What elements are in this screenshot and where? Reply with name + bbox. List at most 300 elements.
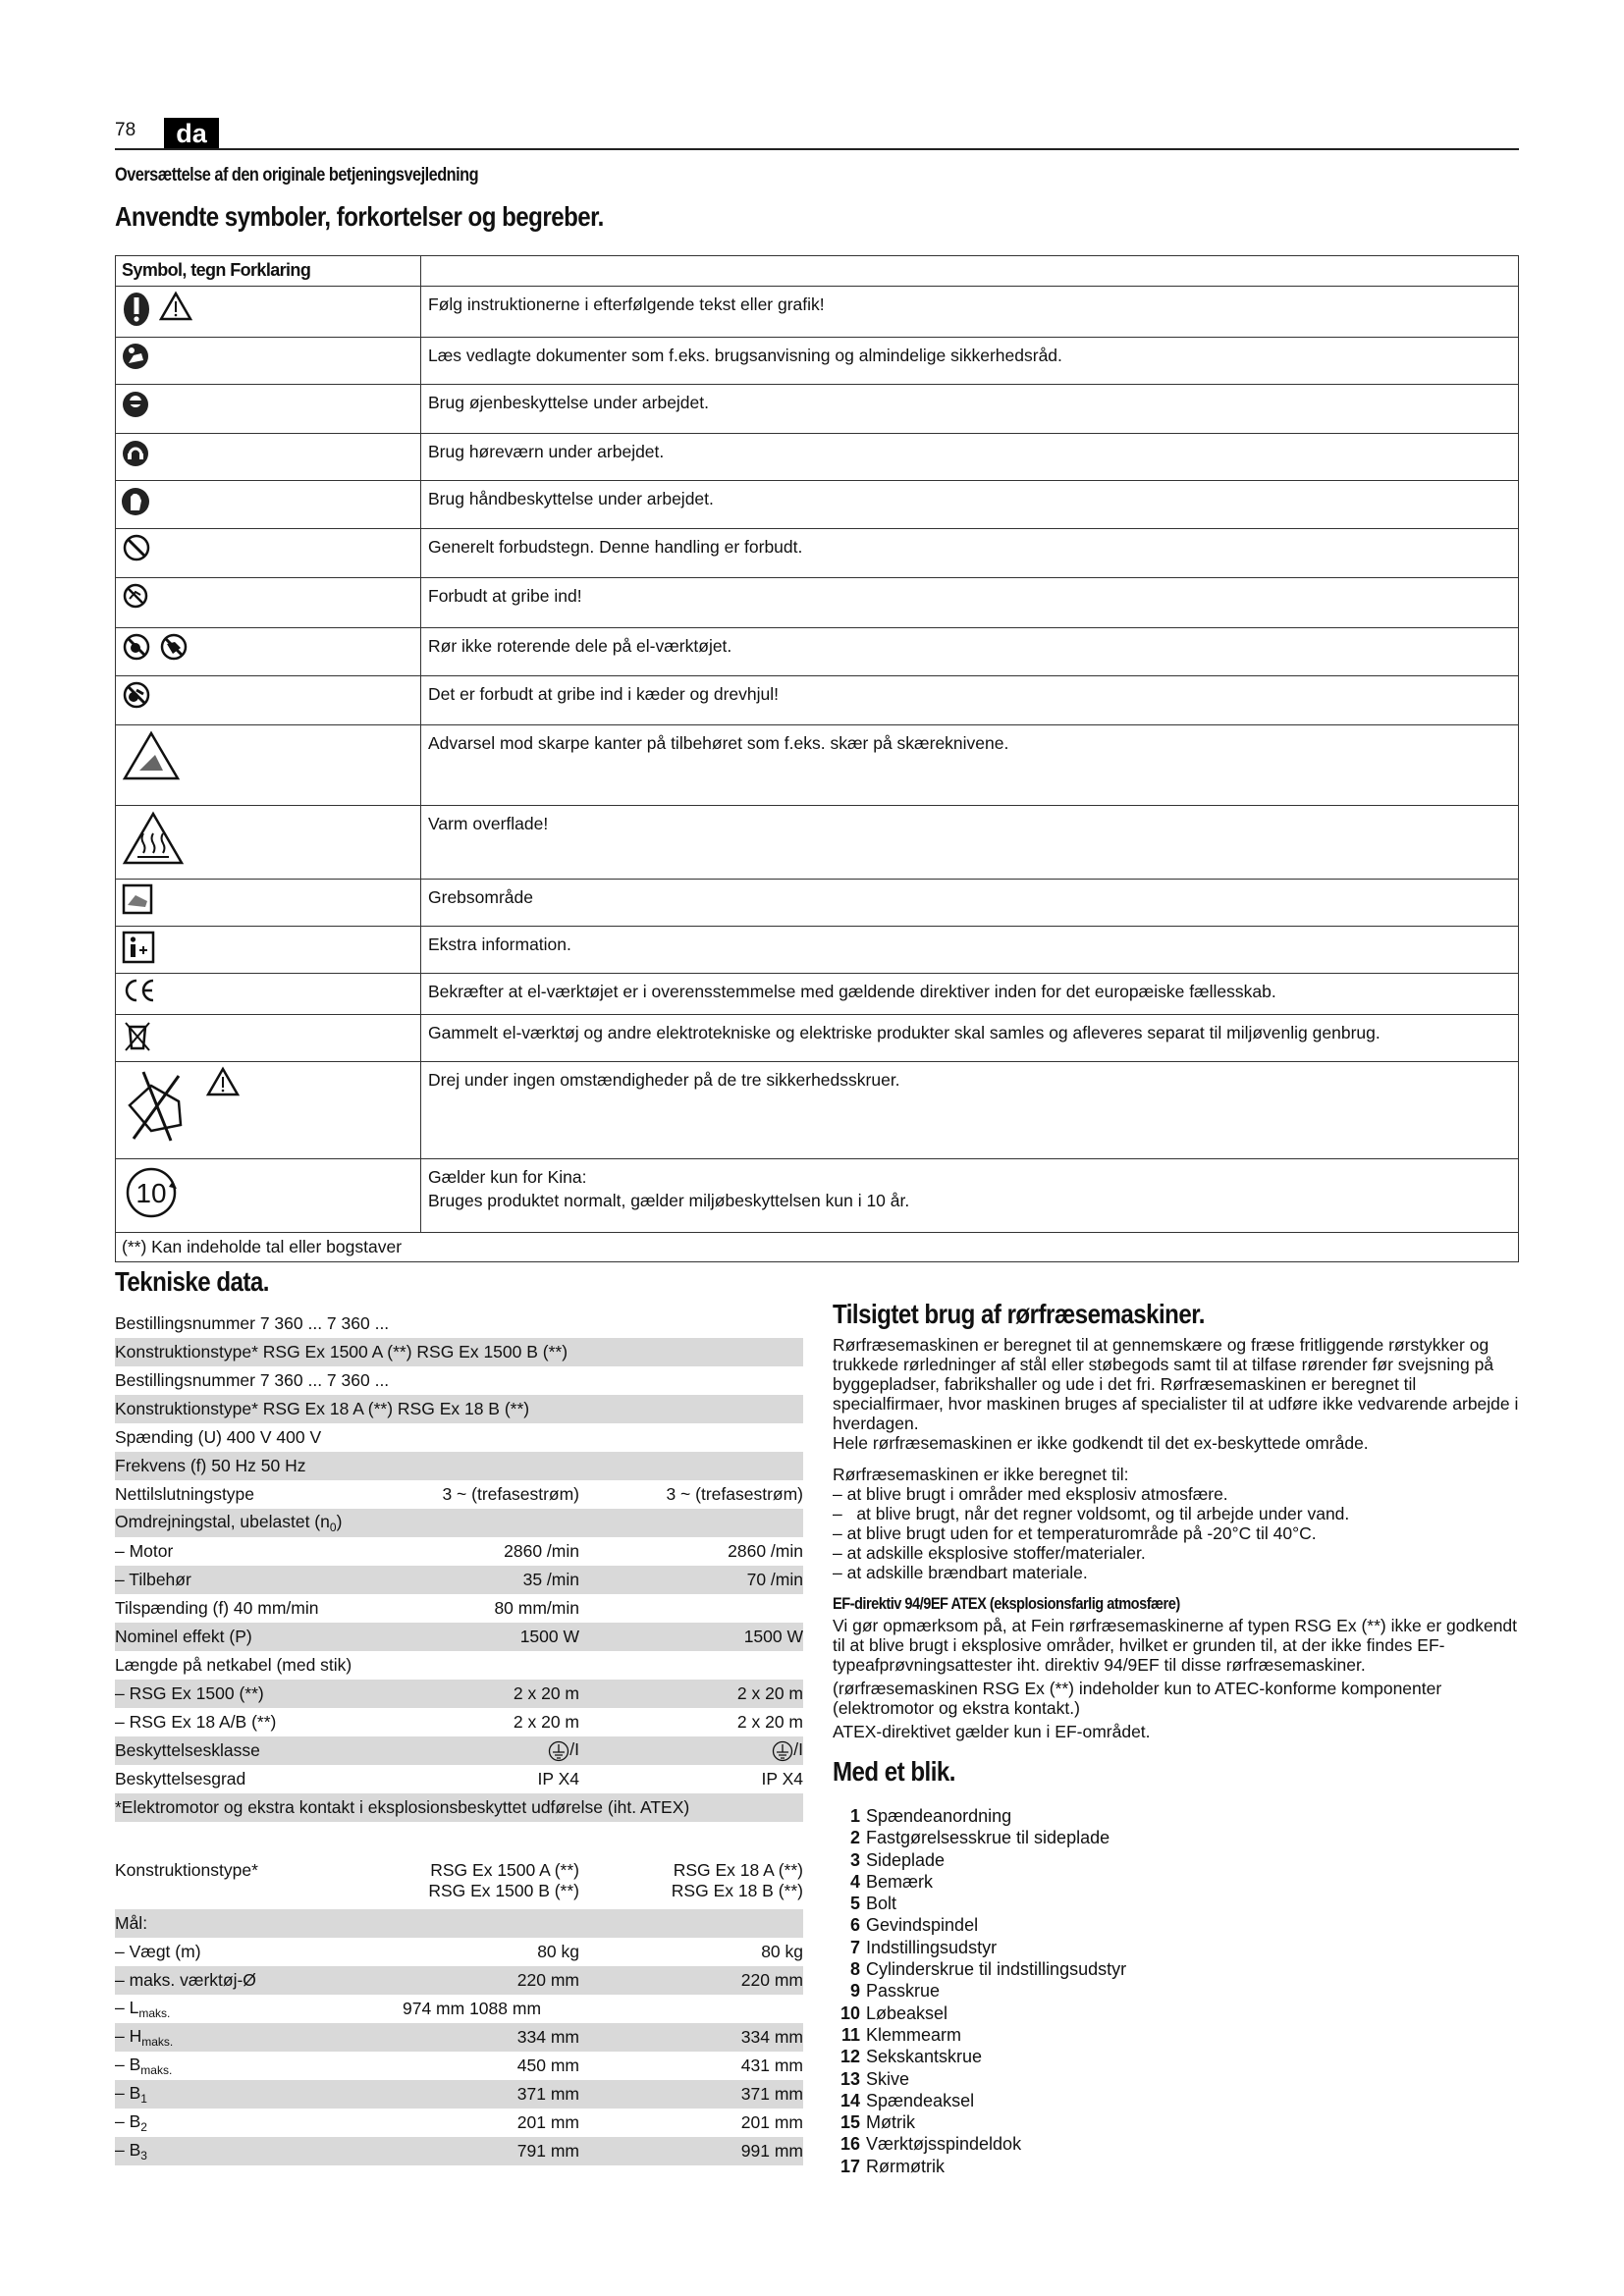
spec-value-1 [403, 1683, 579, 1704]
no-reach-chain-icon [122, 680, 151, 710]
symbol-row [116, 973, 1518, 1014]
spec-value-text: 35 /min [522, 1570, 579, 1589]
spec-label [115, 1370, 803, 1391]
spec-value-1 [403, 1739, 579, 1761]
overview-item-number: 9 [849, 1981, 860, 2002]
spec-value-text: 791 mm [516, 2141, 579, 2161]
symbol-explanation-text-2: Bruges produktet normalt, gælder miljøbeskyttelsen kun i 10 år. [428, 1191, 910, 1210]
spec-label [115, 1655, 803, 1676]
dims-header-model-1 [403, 1860, 579, 1901]
symbol-row [116, 805, 1518, 879]
overview-item-number: 3 [849, 1849, 860, 1870]
spec-row [115, 1651, 803, 1680]
spec-value-text: /I [569, 1739, 579, 1760]
spec-value-2 [579, 1739, 803, 1761]
section-title-technical-data: Tekniske data. [115, 1266, 269, 1297]
no-touch-rotating-icon [122, 632, 151, 662]
symbols-table [115, 255, 1519, 1262]
spec-row [115, 1366, 803, 1395]
spec-label [115, 1512, 803, 1534]
eye-protection-icon [122, 389, 149, 418]
section-title-intended-use: Tilsigtet brug af rørfræsemaskiner. [833, 1299, 1205, 1329]
symbol-explanation-text: Følg instruktionerne i efterfølgende tekst eller grafik! [428, 294, 825, 314]
spec-value-text: 220 mm [516, 1970, 579, 1990]
spec-label-text: – B [115, 2140, 141, 2160]
overview-item [833, 1981, 1520, 2002]
symbol-row [116, 724, 1518, 805]
spec-value-text: 334 mm [516, 2027, 579, 2047]
symbols-table-header [116, 256, 1518, 286]
spec-value-text: 2 x 20 m [513, 1712, 579, 1732]
overview-item-number: 1 [849, 1806, 860, 1826]
symbol-explanation-text: Forbudt at gribe ind! [428, 586, 582, 606]
spec-value-text: 371 mm [740, 2084, 803, 2104]
spec-label-text: Mål: [115, 1913, 148, 1933]
overview-item-label: Spændeanordning [866, 1806, 1012, 1826]
spec-row [115, 1966, 803, 1995]
ex-area-note: Hele rørfræsemaskinen er ikke godkendt til det ex-beskyttede område. [833, 1433, 1369, 1453]
spec-value-text: 450 mm [516, 2056, 579, 2075]
symbol-cell [116, 1015, 421, 1061]
spec-label-text: – Vægt (m) [115, 1942, 201, 1961]
spec-value-1 [403, 1712, 579, 1733]
spec-row [115, 1566, 803, 1594]
spec-label-subscript: 3 [140, 2149, 147, 2163]
spec-value-text: 991 mm [740, 2141, 803, 2161]
symbol-explanation [421, 481, 1518, 528]
spec-row [115, 1623, 803, 1651]
no-turn-screws-icon [122, 1066, 198, 1145]
symbol-cell [116, 927, 421, 973]
spec-label-subscript: maks. [141, 2035, 174, 2049]
spec-value-text: 201 mm [740, 2112, 803, 2132]
symbol-explanation [421, 1159, 1518, 1232]
spec-value-1 [403, 1541, 579, 1562]
spec-label-subscript: 0 [329, 1521, 337, 1534]
overview-item-number: 2 [849, 1828, 860, 1848]
spec-label [115, 1456, 803, 1476]
spec-value-2 [579, 1769, 803, 1789]
symbol-row [116, 480, 1518, 528]
spec-label-text: – RSG Ex 1500 (**) [115, 1683, 264, 1703]
symbol-explanation-text: Gammelt el-værktøj og andre elektrotekniske og elektriske produkter skal samles og afleveres separat til miljøvenlig genbrug. [428, 1023, 1380, 1042]
spec-label-subscript: maks. [140, 2063, 173, 2077]
symbol-row [116, 1158, 1518, 1232]
symbol-explanation-text: Advarsel mod skarpe kanter på tilbehøret som f.eks. skær på skæreknivene. [428, 733, 1009, 753]
overview-item-number: 7 [849, 1937, 860, 1957]
spec-row [115, 1395, 803, 1423]
spec-label-text: Beskyttelsesklasse [115, 1740, 260, 1760]
symbol-row [116, 879, 1518, 926]
spec-value-text: 80 mm/min [494, 1598, 579, 1618]
spec-value-2 [579, 1627, 803, 1647]
spec-value-1 [319, 1999, 697, 2019]
symbol-explanation [421, 974, 1518, 1014]
read-manual-icon [122, 342, 149, 371]
spec-value-1 [403, 1627, 579, 1647]
symbol-explanation [421, 806, 1518, 879]
overview-item-number: 12 [839, 2047, 860, 2067]
symbol-cell [116, 880, 421, 926]
spec-row [115, 2109, 803, 2137]
spec-label [115, 2111, 403, 2134]
spec-label [115, 1970, 403, 1991]
ce-mark-icon [122, 978, 157, 1003]
spec-value-text: 2860 /min [504, 1541, 579, 1561]
spec-label [115, 1998, 319, 2020]
overview-item-label: Fastgørelsesskrue til sideplade [866, 1828, 1110, 1848]
grip-area-icon [122, 883, 153, 915]
spec-value-2 [579, 1970, 803, 1991]
overview-item-number: 6 [849, 1915, 860, 1936]
symbol-row [116, 577, 1518, 627]
symbol-row [116, 337, 1518, 384]
overview-item-number: 17 [839, 2156, 860, 2176]
spec-label-text: Bestillingsnummer 7 360 ... 7 360 ... [115, 1370, 390, 1390]
overview-item-label: Møtrik [866, 2112, 915, 2133]
not-intended-item: – at adskille eksplosive stoffer/materialer. [833, 1543, 1146, 1563]
spec-value-2 [579, 2056, 803, 2076]
spec-row [115, 1452, 803, 1480]
spec-value-1 [403, 2141, 579, 2162]
spec-label [115, 1342, 803, 1362]
overview-item [833, 1828, 1520, 1849]
symbol-explanation [421, 529, 1518, 577]
symbol-explanation [421, 676, 1518, 724]
spec-label [115, 1712, 403, 1733]
spec-value-2 [579, 2141, 803, 2162]
symbol-cell [116, 481, 421, 528]
intended-use-paragraph: Rørfræsemaskinen er beregnet til at gennemskære og fræse fritliggende rørstykker og trukkede rørledninger af stål eller støbegods samt til at tilfase rørender før svejsning på byggepladser, fabrikshaller og ude i det fri. Rørfræsemaskinen er beregnet til specialfirmaer, hvor maskinen bruges af specialister til at udføre ikke vedvarende arbejde i hverdagen. [833, 1335, 1519, 1433]
spec-value-text: 2 x 20 m [736, 1683, 803, 1703]
spec-label-text: – B [115, 2111, 141, 2131]
overview-item-number: 8 [849, 1959, 860, 1980]
spec-label-text: – B [115, 2083, 141, 2103]
spec-label [115, 1541, 403, 1562]
spec-label-suffix: ) [336, 1512, 343, 1531]
spec-row [115, 1537, 803, 1566]
overview-item [833, 2091, 1520, 2112]
spec-value-text: 80 kg [761, 1942, 803, 1961]
spec-row [115, 1309, 803, 1338]
spec-label-text: – Motor [115, 1541, 174, 1561]
symbols-footnote: (**) Kan indeholde tal eller bogstaver [116, 1232, 1518, 1261]
spec-row [115, 1680, 803, 1708]
spec-label-text: Spænding (U) 400 V 400 V [115, 1427, 322, 1447]
atex-paragraph: Vi gør opmærksom på, at Fein rørfræsemaskinerne af typen RSG Ex (**) ikke er godkendt til at blive brugt i eksplosive områder, hvilket er grunden til, at der ikke findes EF-typeafprøvningsattester iht. direktiv 94/9EF til disse rørfræsemaskiner. [833, 1616, 1518, 1675]
not-intended-item: – at blive brugt, når det regner voldsomt, og til arbejde under vand. [833, 1504, 1350, 1523]
spec-value-text: 70 /min [746, 1570, 803, 1589]
symbol-explanation [421, 287, 1518, 337]
overview-item-label: Klemmearm [866, 2024, 962, 2045]
spec-label-subscript: 2 [140, 2120, 147, 2134]
spec-value-1 [403, 1598, 579, 1619]
spec-label-text: Bestillingsnummer 7 360 ... 7 360 ... [115, 1313, 390, 1333]
spec-label-text: Tilspænding (f) 40 mm/min [115, 1598, 319, 1618]
symbol-explanation [421, 578, 1518, 627]
symbol-cell [116, 578, 421, 627]
no-touch-rotating-filled-icon [159, 632, 189, 662]
mandatory-action-icon [122, 291, 151, 328]
dimensions-header-row [115, 1858, 803, 1909]
overview-item-number: 11 [840, 2024, 860, 2045]
symbol-row [116, 1014, 1518, 1061]
spec-value-text: 1500 W [519, 1627, 579, 1646]
overview-item [833, 1894, 1520, 1915]
symbol-explanation-text: Brug håndbeskyttelse under arbejdet. [428, 489, 714, 508]
weee-bin-icon [122, 1019, 153, 1054]
ear-protection-icon [122, 438, 149, 467]
spec-value-text: 201 mm [516, 2112, 579, 2132]
prohibition-icon [122, 533, 151, 562]
overview-item-label: Indstillingsudstyr [866, 1937, 998, 1957]
overview-item [833, 2025, 1520, 2047]
spec-label [115, 1570, 403, 1590]
symbol-cell [116, 385, 421, 433]
not-intended-item: – at adskille brændbart materiale. [833, 1563, 1088, 1582]
overview-item [833, 2157, 1520, 2178]
symbol-row [116, 384, 1518, 433]
spec-label-text: – H [115, 2026, 142, 2046]
spec-row [115, 2137, 803, 2165]
warning-triangle-icon [206, 1066, 240, 1097]
symbol-explanation-text: Læs vedlagte dokumenter som f.eks. brugsanvisning og almindelige sikkerhedsråd. [428, 346, 1062, 365]
protective-earth-icon [548, 1739, 569, 1759]
spec-row [115, 1423, 803, 1452]
spec-row [115, 1793, 803, 1822]
symbol-explanation [421, 725, 1518, 805]
document-subtitle: Oversættelse af den originale betjeningsvejledning [115, 165, 479, 186]
overview-item [833, 2003, 1520, 2025]
symbol-explanation-text: Grebsområde [428, 887, 533, 907]
symbol-row [116, 627, 1518, 675]
overview-item-number: 10 [839, 2002, 860, 2023]
symbol-explanation [421, 338, 1518, 384]
spec-value-text: IP X4 [761, 1769, 803, 1789]
spec-value-1 [403, 2112, 579, 2133]
overview-item-label: Skive [866, 2068, 910, 2089]
symbols-header-empty [421, 256, 1518, 286]
symbol-explanation-text: Generelt forbudstegn. Denne handling er forbudt. [428, 537, 803, 557]
technical-data-table [115, 1309, 803, 1822]
atex-scope-note: ATEX-direktivet gælder kun i EF-området. [833, 1722, 1151, 1741]
hot-surface-warning-icon [122, 810, 185, 867]
spec-value-text: 80 kg [537, 1942, 579, 1961]
section-title-overview: Med et blik. [833, 1756, 955, 1787]
spec-value-2 [579, 1683, 803, 1704]
spec-row [115, 1480, 803, 1509]
dimensions-table [115, 1858, 803, 2165]
spec-value-text: 220 mm [740, 1970, 803, 1990]
overview-item-number: 4 [849, 1871, 860, 1892]
overview-item [833, 1872, 1520, 1894]
spec-value-2 [579, 1484, 803, 1505]
no-reaching-in-icon [122, 582, 149, 610]
symbol-cell [116, 806, 421, 879]
symbol-explanation-text: Gælder kun for Kina: [428, 1167, 587, 1187]
symbol-explanation-text: Rør ikke roterende dele på el-værktøjet. [428, 636, 732, 656]
right-column [833, 1298, 1520, 2178]
spec-value-1 [403, 2084, 579, 2105]
spec-label [115, 1740, 403, 1761]
overview-item-label: Sekskantskrue [866, 2047, 983, 2067]
symbol-explanation [421, 1015, 1518, 1061]
spec-label-text: Nettilslutningstype [115, 1484, 255, 1504]
spec-row [115, 1338, 803, 1366]
spec-row [115, 1736, 803, 1765]
spec-value-text: 431 mm [740, 2056, 803, 2075]
spec-label-text: Konstruktionstype* RSG Ex 18 A (**) RSG Ex 18 B (**) [115, 1399, 530, 1418]
overview-item-label: Løbeaksel [866, 2002, 948, 2023]
atex-heading: EF-direktiv 94/9EF ATEX (eksplosionsfarlig atmosfære) [833, 1594, 1180, 1613]
spec-row [115, 2052, 803, 2080]
spec-value-text: 1500 W [743, 1627, 803, 1646]
spec-value-1 [403, 2056, 579, 2076]
overview-item [833, 2134, 1520, 2156]
spec-value-1 [403, 1484, 579, 1505]
protective-earth-icon [772, 1739, 793, 1759]
overview-item-number: 14 [839, 2090, 860, 2110]
symbol-cell [116, 676, 421, 724]
symbol-cell [116, 529, 421, 577]
dims-header-label: Konstruktionstype* [115, 1860, 258, 1880]
not-intended-item: – at blive brugt i områder med eksplosiv atmosfære. [833, 1484, 1228, 1504]
not-intended-intro: Rørfræsemaskinen er ikke beregnet til: [833, 1465, 1129, 1484]
spec-value-text: 2 x 20 m [736, 1712, 803, 1732]
spec-label [115, 1627, 403, 1647]
language-badge: da [164, 118, 219, 149]
spec-label [115, 2140, 403, 2163]
overview-item [833, 1806, 1520, 1828]
symbol-cell [116, 725, 421, 805]
spec-label [115, 1769, 403, 1789]
overview-item [833, 2112, 1520, 2134]
spec-label [115, 1399, 803, 1419]
not-intended-list [833, 1484, 1520, 1582]
spec-label [115, 2026, 403, 2049]
overview-item [833, 2047, 1520, 2068]
spec-label-text: – Tilbehør [115, 1570, 191, 1589]
spec-label-text: Konstruktionstype* RSG Ex 1500 A (**) RSG Ex 1500 B (**) [115, 1342, 568, 1362]
model-name: RSG Ex 1500 A (**) [430, 1860, 579, 1880]
symbol-cell [116, 1159, 421, 1232]
overview-item-number: 16 [839, 2134, 860, 2155]
spec-label [115, 2083, 403, 2106]
spec-label-text: Længde på netkabel (med stik) [115, 1655, 352, 1675]
symbol-cell [116, 287, 421, 337]
spec-row [115, 1765, 803, 1793]
symbol-explanation [421, 927, 1518, 973]
overview-item-label: Bemærk [866, 1871, 934, 1892]
spec-label [115, 1427, 803, 1448]
symbol-explanation [421, 385, 1518, 433]
spec-row [115, 1938, 803, 1966]
symbol-row [116, 528, 1518, 577]
spec-value-text: 2 x 20 m [513, 1683, 579, 1703]
spec-label [115, 1683, 403, 1704]
spec-value-2 [579, 1570, 803, 1590]
symbol-explanation-text: Bekræfter at el-værktøjet er i overensstemmelse med gældende direktiver inden for det europæiske fællesskab. [428, 982, 1276, 1001]
symbols-header-label: Symbol, tegn Forklaring [116, 256, 421, 286]
spec-row [115, 2080, 803, 2109]
spec-value-1 [403, 2027, 579, 2048]
symbol-cell [116, 434, 421, 480]
spec-label-text: – RSG Ex 18 A/B (**) [115, 1712, 277, 1732]
sharp-edges-warning-icon [122, 729, 181, 782]
spec-value-text: 371 mm [516, 2084, 579, 2104]
symbol-cell [116, 628, 421, 675]
spec-value-2 [579, 1942, 803, 1962]
spec-value-text: 2860 /min [728, 1541, 803, 1561]
spec-label [115, 1942, 403, 1962]
spec-value-1 [403, 1570, 579, 1590]
overview-item [833, 1938, 1520, 1959]
hand-protection-icon [122, 485, 149, 516]
svg-text:10: 10 [135, 1178, 167, 1208]
model-name: RSG Ex 1500 B (**) [428, 1881, 579, 1900]
spec-label-text: *Elektromotor og ekstra kontakt i eksplosionsbeskyttet udførelse (iht. ATEX) [115, 1797, 690, 1817]
spec-value-2 [579, 2084, 803, 2105]
china-10-years-icon [122, 1163, 181, 1222]
spec-value-text: IP X4 [537, 1769, 579, 1789]
symbol-explanation [421, 880, 1518, 926]
spec-label-subscript: 1 [140, 2092, 147, 2106]
model-name: RSG Ex 18 A (**) [673, 1860, 803, 1880]
spec-row [115, 2023, 803, 2052]
symbol-row [116, 1061, 1518, 1158]
spec-label [115, 1797, 803, 1818]
spec-label-subscript: maks. [138, 2006, 171, 2020]
spec-value-2 [579, 2112, 803, 2133]
symbol-row [116, 675, 1518, 724]
symbol-explanation-text: Brug øjenbeskyttelse under arbejdet. [428, 393, 709, 412]
not-intended-item: – at blive brugt uden for et temperaturområde på -20°C til 40°C. [833, 1523, 1317, 1543]
symbol-explanation-text: Brug høreværn under arbejdet. [428, 442, 665, 461]
spec-row [115, 1909, 803, 1938]
spec-value-1 [403, 1769, 579, 1789]
overview-item-label: Gevindspindel [866, 1915, 979, 1936]
overview-item-label: Passkrue [866, 1981, 941, 2002]
spec-value-text: 3 ~ (trefasestrøm) [666, 1484, 803, 1504]
symbol-explanation [421, 434, 1518, 480]
symbol-explanation-text: Ekstra information. [428, 934, 571, 954]
spec-value-1 [403, 1970, 579, 1991]
symbol-row [116, 286, 1518, 337]
overview-item-number: 13 [839, 2068, 860, 2089]
spec-label [115, 1598, 403, 1619]
spec-row [115, 1509, 803, 1537]
overview-item-label: Spændeaksel [866, 2090, 975, 2110]
overview-item-number: 15 [839, 2112, 860, 2133]
page-number: 78 [115, 120, 136, 140]
overview-item [833, 1915, 1520, 1937]
spec-label-text: – maks. værktøj-Ø [115, 1970, 256, 1990]
overview-list [833, 1806, 1520, 2178]
spec-label-text: Nominel effekt (P) [115, 1627, 252, 1646]
spec-value-2 [579, 2027, 803, 2048]
overview-item [833, 2069, 1520, 2091]
overview-item-number: 5 [849, 1894, 860, 1914]
spec-value-2 [579, 1541, 803, 1562]
symbol-cell [116, 974, 421, 1014]
overview-item-label: Værktøjsspindeldok [866, 2134, 1022, 2155]
header-rule [115, 148, 1519, 150]
symbol-explanation-text: Varm overflade! [428, 814, 549, 833]
symbol-explanation [421, 1062, 1518, 1158]
spec-label [115, 1313, 803, 1334]
spec-value-1 [403, 1942, 579, 1962]
symbol-explanation-text: Det er forbudt at gribe ind i kæder og drevhjul! [428, 684, 779, 704]
